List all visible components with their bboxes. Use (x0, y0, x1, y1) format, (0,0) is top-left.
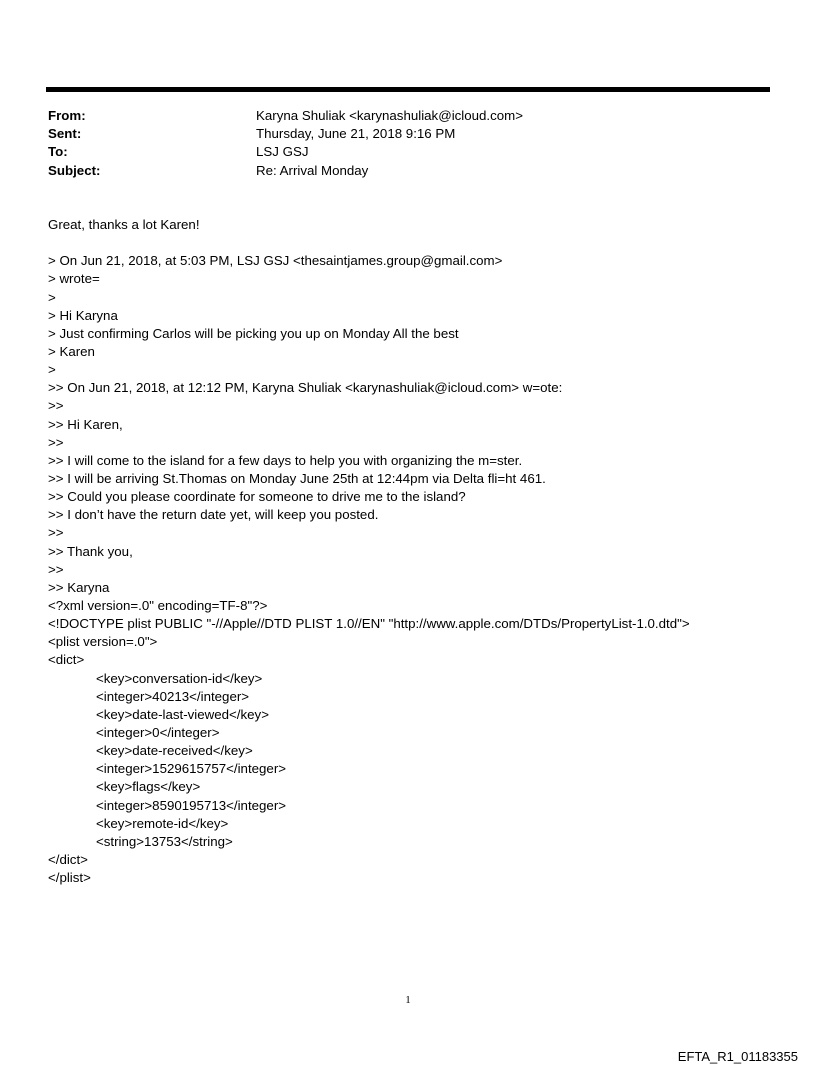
from-label: From: (48, 108, 86, 123)
body-line: >> Karyna (48, 579, 110, 595)
body-line: >> Could you please coordinate for someone to drive me to the island? (48, 489, 466, 505)
subject-value: Re: Arrival Monday (256, 162, 369, 178)
to-row (48, 143, 748, 161)
body-line: > Just confirming Carlos will be picking you up on Monday All the best (48, 325, 459, 341)
body-line: > wrote= (48, 271, 100, 287)
body-line: >> On Jun 21, 2018, at 12:12 PM, Karyna Shuliak <karynashuliak@icloud.com> w=ote: (48, 380, 563, 396)
body-line: > (48, 362, 56, 378)
from-value: Karyna Shuliak <karynashuliak@icloud.com> (256, 108, 524, 123)
dict-line: <integer>40213</integer> (96, 688, 250, 704)
body-line: >> (48, 398, 64, 414)
dict-line: <integer>8590195713</integer> (96, 797, 287, 813)
dict-line: <key>date-last-viewed</key> (96, 706, 269, 722)
closing-line: </dict> (48, 851, 88, 867)
body-line: <plist version=.0"> (48, 634, 158, 650)
to-label: To: (48, 144, 68, 160)
from-row (48, 107, 748, 125)
body-line: > Karen (48, 343, 95, 359)
body-line: >> I don’t have the return date yet, will keep you posted. (48, 507, 379, 523)
body-line: >> Thank you, (48, 543, 133, 559)
blank-line (48, 234, 788, 252)
dict-line: <integer>0</integer> (96, 724, 220, 740)
subject-row (48, 162, 748, 180)
dict-line: <key>flags</key> (96, 779, 201, 795)
body-line: >> (48, 525, 64, 541)
dict-line: <key>conversation-id</key> (96, 670, 263, 686)
body-line: > (48, 289, 56, 305)
body-line: <?xml version=.0" encoding=TF-8"?> (48, 597, 268, 613)
dict-line: <key>remote-id</key> (96, 815, 229, 831)
body-line: >> I will be arriving St.Thomas on Monday June 25th at 12:44pm via Delta fli=ht 461. (48, 470, 546, 486)
sent-row (48, 125, 748, 143)
greeting-line: Great, thanks a lot Karen! (48, 217, 200, 232)
document-id: EFTA_R1_01183355 (677, 1049, 798, 1064)
email-header (48, 107, 748, 180)
body-line: >> (48, 561, 64, 577)
page-number: 1 (405, 994, 411, 1006)
closing-line: </plist> (48, 870, 91, 886)
body-line: <!DOCTYPE plist PUBLIC "-//Apple//DTD PLIST 1.0//EN" "http://www.apple.com/DTDs/PropertyList-1.0.dtd"> (48, 616, 690, 632)
dict-line: <key>date-received</key> (96, 743, 253, 759)
dict-line: <string>13753</string> (96, 833, 233, 849)
sent-value: Thursday, June 21, 2018 9:16 PM (256, 126, 456, 142)
body-line: >> (48, 434, 64, 450)
body-line: <dict> (48, 652, 85, 668)
body-line: > On Jun 21, 2018, at 5:03 PM, LSJ GSJ <thesaintjames.group@gmail.com> (48, 253, 503, 269)
body-line: >> I will come to the island for a few days to help you with organizing the m=ster. (48, 452, 523, 468)
to-value: LSJ GSJ (256, 144, 309, 160)
dict-line: <integer>1529615757</integer> (96, 761, 287, 777)
sent-label: Sent: (48, 126, 82, 142)
email-body (48, 216, 788, 887)
header-rule (46, 87, 770, 92)
body-line: >> Hi Karen, (48, 416, 123, 432)
subject-label: Subject: (48, 162, 101, 178)
body-line: > Hi Karyna (48, 307, 118, 323)
